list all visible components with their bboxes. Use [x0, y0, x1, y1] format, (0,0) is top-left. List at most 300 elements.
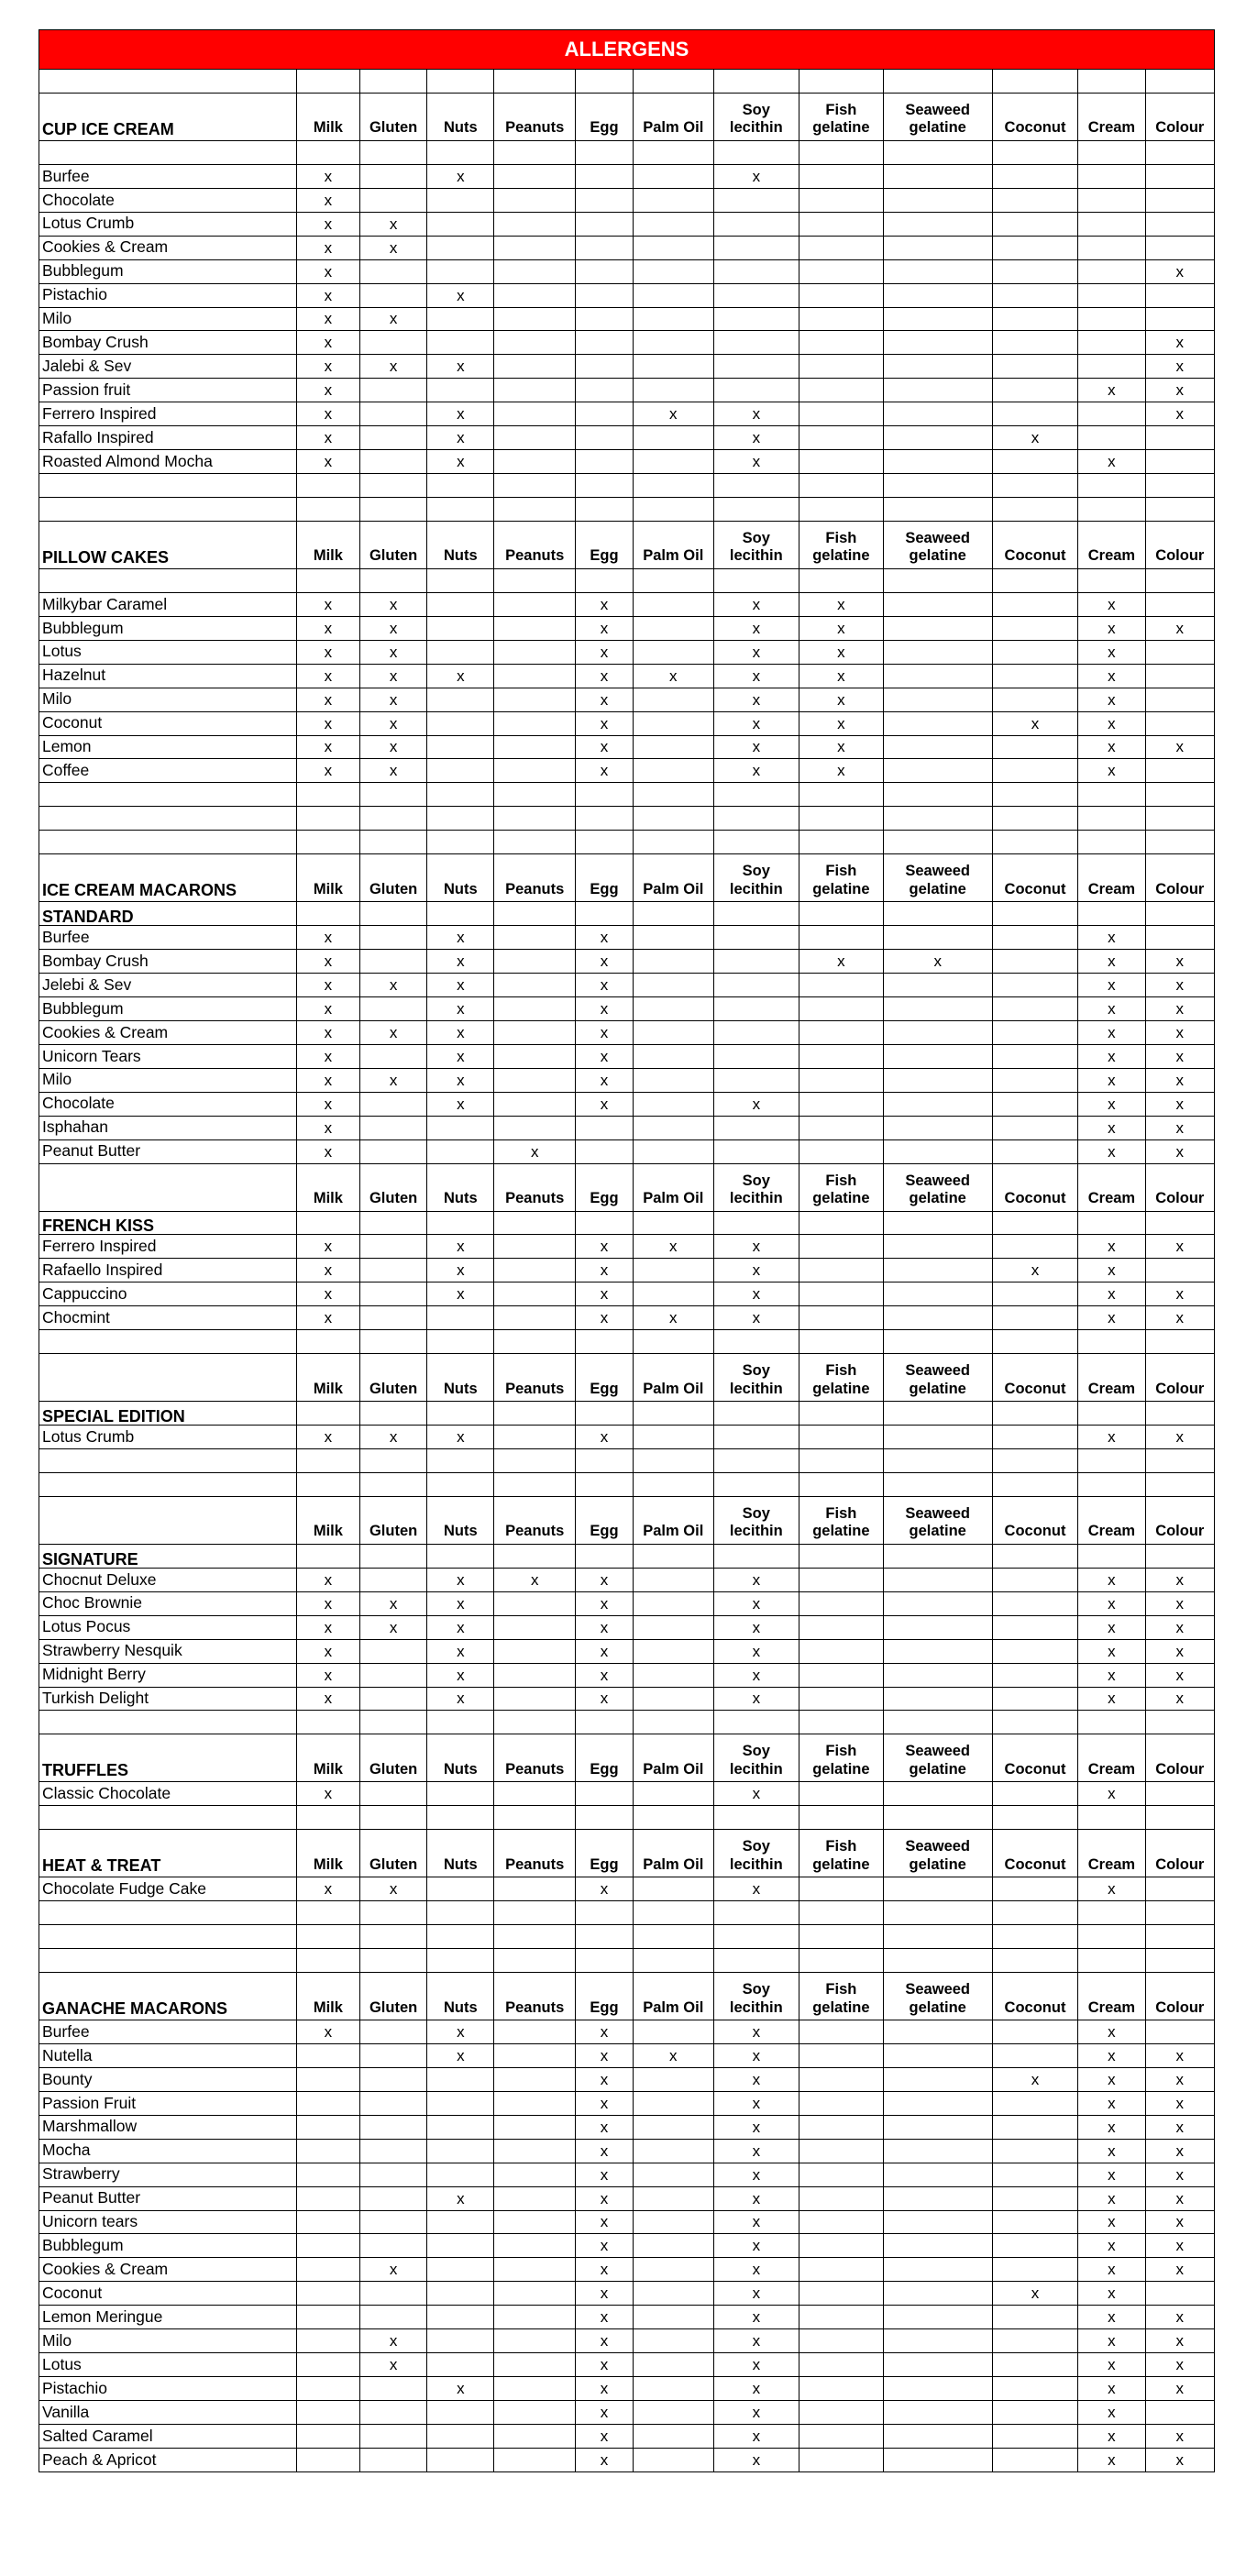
allergen-mark: x	[1145, 735, 1214, 759]
blank-cell	[883, 1472, 992, 1496]
blank-cell	[296, 902, 359, 926]
blank-row	[39, 140, 1215, 164]
allergen-cell	[494, 1020, 576, 1044]
allergen-mark: x	[1078, 2091, 1145, 2115]
allergen-cell	[494, 307, 576, 331]
allergen-mark: x	[575, 1426, 633, 1449]
product-name: Chocolate Fudge Cake	[39, 1877, 297, 1901]
allergen-mark: x	[427, 402, 494, 426]
product-name: Lotus	[39, 640, 297, 664]
allergen-cell	[1078, 402, 1145, 426]
allergen-mark: x	[1078, 1068, 1145, 1092]
blank-cell	[494, 474, 576, 498]
allergen-mark: x	[1145, 2306, 1214, 2329]
allergen-cell	[634, 1782, 713, 1806]
allergen-cell	[494, 735, 576, 759]
subsection-title: SIGNATURE	[39, 1544, 297, 1568]
product-row	[39, 307, 1215, 331]
product-row	[39, 331, 1215, 355]
allergen-cell	[883, 1639, 992, 1663]
product-name: Burfee	[39, 926, 297, 950]
product-row	[39, 426, 1215, 450]
allergen-mark: x	[1145, 2115, 1214, 2139]
allergen-cell	[634, 2091, 713, 2115]
allergen-mark: x	[799, 592, 884, 616]
blank-cell	[427, 568, 494, 592]
column-header: Seaweed gelatine	[883, 1830, 992, 1877]
column-header: Coconut	[992, 521, 1078, 568]
column-header: Cream	[1078, 521, 1145, 568]
allergen-mark: x	[296, 188, 359, 212]
allergen-mark: x	[1078, 735, 1145, 759]
blank-cell	[799, 1330, 884, 1354]
blank-cell	[799, 474, 884, 498]
blank-cell	[359, 474, 426, 498]
allergen-mark: x	[575, 2282, 633, 2306]
blank-cell	[883, 1901, 992, 1925]
product-name: Milo	[39, 2329, 297, 2353]
allergen-mark: x	[713, 2115, 799, 2139]
blank-cell	[296, 1925, 359, 1949]
allergen-cell	[359, 1044, 426, 1068]
allergen-cell	[883, 2186, 992, 2210]
column-header: Milk	[296, 521, 359, 568]
product-name: Lotus	[39, 2353, 297, 2377]
blank-cell	[296, 1806, 359, 1830]
blank-cell	[1145, 902, 1214, 926]
allergen-mark: x	[1078, 1639, 1145, 1663]
allergen-cell	[359, 426, 426, 450]
blank-cell	[634, 807, 713, 831]
allergen-cell	[992, 2329, 1078, 2353]
blank-cell	[1145, 783, 1214, 807]
section-header-row	[39, 1496, 1215, 1544]
allergen-mark: x	[1078, 1139, 1145, 1163]
blank-cell	[359, 1330, 426, 1354]
blank-cell	[1078, 140, 1145, 164]
allergen-cell	[575, 379, 633, 402]
blank-cell	[1145, 1544, 1214, 1568]
product-name: Nutella	[39, 2043, 297, 2067]
allergen-mark: x	[575, 1639, 633, 1663]
allergen-cell	[992, 1639, 1078, 1663]
allergen-mark: x	[713, 1615, 799, 1639]
blank-cell	[992, 1544, 1078, 1568]
allergen-cell	[883, 236, 992, 259]
allergen-cell	[799, 1877, 884, 1901]
column-header: Peanuts	[494, 1734, 576, 1782]
allergen-cell	[634, 950, 713, 974]
allergen-cell	[634, 212, 713, 236]
column-header: Egg	[575, 1163, 633, 1211]
blank-cell	[1078, 1925, 1145, 1949]
allergen-mark: x	[1078, 2043, 1145, 2067]
allergen-mark: x	[713, 592, 799, 616]
blank-cell	[634, 474, 713, 498]
allergen-cell	[1078, 188, 1145, 212]
product-name: Mocha	[39, 2139, 297, 2163]
allergen-cell	[713, 283, 799, 307]
allergen-cell	[494, 996, 576, 1020]
allergen-cell	[359, 2020, 426, 2044]
allergen-mark: x	[1145, 950, 1214, 974]
allergen-cell	[992, 283, 1078, 307]
allergen-cell	[713, 379, 799, 402]
product-row	[39, 1235, 1215, 1259]
product-name: Coconut	[39, 2282, 297, 2306]
allergen-cell	[359, 450, 426, 474]
allergen-cell	[883, 426, 992, 450]
allergen-cell	[427, 688, 494, 711]
allergen-cell	[992, 2234, 1078, 2258]
product-name: Chocolate	[39, 1092, 297, 1116]
allergen-mark: x	[1078, 1235, 1145, 1259]
blank-cell	[39, 783, 297, 807]
allergen-cell	[494, 1044, 576, 1068]
allergen-cell	[1145, 2020, 1214, 2044]
blank-cell	[1145, 1925, 1214, 1949]
allergen-cell	[494, 212, 576, 236]
allergen-cell	[634, 2020, 713, 2044]
allergen-mark: x	[575, 2353, 633, 2377]
allergen-mark: x	[799, 688, 884, 711]
blank-cell	[359, 1449, 426, 1473]
product-name: Ferrero Inspired	[39, 1235, 297, 1259]
allergen-cell	[634, 450, 713, 474]
allergen-cell	[634, 759, 713, 783]
allergen-cell	[634, 2377, 713, 2401]
blank-cell	[799, 1806, 884, 1830]
allergen-cell	[992, 996, 1078, 1020]
blank-cell	[713, 902, 799, 926]
blank-cell	[1078, 1472, 1145, 1496]
allergen-mark: x	[296, 1306, 359, 1330]
product-row	[39, 2163, 1215, 2186]
blank-cell	[359, 1544, 426, 1568]
allergen-cell	[883, 450, 992, 474]
product-row	[39, 2306, 1215, 2329]
allergen-mark: x	[1078, 2234, 1145, 2258]
product-row	[39, 2329, 1215, 2353]
allergen-mark: x	[575, 1306, 633, 1330]
allergen-cell	[799, 2139, 884, 2163]
allergen-mark: x	[575, 735, 633, 759]
blank-cell	[296, 1402, 359, 1426]
allergen-cell	[713, 212, 799, 236]
blank-cell	[359, 1472, 426, 1496]
blank-cell	[1078, 902, 1145, 926]
allergen-cell	[713, 996, 799, 1020]
allergen-cell	[1078, 164, 1145, 188]
product-row	[39, 1663, 1215, 1687]
column-header: Palm Oil	[634, 1163, 713, 1211]
column-header: Cream	[1078, 1496, 1145, 1544]
allergen-mark: x	[296, 926, 359, 950]
blank-cell	[992, 1949, 1078, 1973]
blank-row	[39, 1949, 1215, 1973]
allergen-cell	[992, 1782, 1078, 1806]
allergen-cell	[427, 2401, 494, 2425]
allergen-mark: x	[713, 1639, 799, 1663]
allergen-cell	[494, 236, 576, 259]
blank-cell	[992, 1925, 1078, 1949]
product-row	[39, 188, 1215, 212]
product-row	[39, 1782, 1215, 1806]
allergen-cell	[992, 1687, 1078, 1711]
allergen-cell	[799, 1615, 884, 1639]
column-header: Milk	[296, 1163, 359, 1211]
blank-cell	[634, 498, 713, 522]
blank-cell	[359, 902, 426, 926]
allergen-mark: x	[1145, 2258, 1214, 2282]
blank-cell	[1078, 783, 1145, 807]
column-header: Peanuts	[494, 1163, 576, 1211]
blank-cell	[1145, 1711, 1214, 1734]
blank-cell	[992, 1402, 1078, 1426]
allergen-cell	[494, 2163, 576, 2186]
allergen-cell	[992, 188, 1078, 212]
blank-cell	[296, 1901, 359, 1925]
blank-row	[39, 807, 1215, 831]
allergen-mark: x	[296, 1615, 359, 1639]
blank-cell	[39, 498, 297, 522]
product-row	[39, 1615, 1215, 1639]
allergen-mark: x	[575, 759, 633, 783]
allergen-cell	[799, 331, 884, 355]
product-name: Passion Fruit	[39, 2091, 297, 2115]
blank-row	[39, 70, 1215, 94]
column-header: Seaweed gelatine	[883, 1496, 992, 1544]
allergen-mark: x	[359, 616, 426, 640]
allergen-cell	[296, 2163, 359, 2186]
column-header: Fish gelatine	[799, 93, 884, 140]
allergen-cell	[799, 1044, 884, 1068]
allergen-mark: x	[713, 2210, 799, 2234]
allergen-mark: x	[359, 592, 426, 616]
allergen-cell	[494, 1615, 576, 1639]
blank-cell	[427, 1472, 494, 1496]
allergen-mark: x	[992, 2282, 1078, 2306]
allergen-cell	[296, 2353, 359, 2377]
allergen-mark: x	[359, 355, 426, 379]
allergen-cell	[359, 1116, 426, 1139]
allergen-cell	[1145, 640, 1214, 664]
blank-cell	[1078, 1901, 1145, 1925]
product-row	[39, 688, 1215, 711]
product-row	[39, 402, 1215, 426]
blank-cell	[713, 1330, 799, 1354]
allergen-cell	[992, 450, 1078, 474]
allergen-mark: x	[1078, 379, 1145, 402]
allergen-cell	[883, 2258, 992, 2282]
product-row	[39, 640, 1215, 664]
allergen-cell	[883, 926, 992, 950]
allergen-mark: x	[296, 1877, 359, 1901]
allergen-mark: x	[1145, 1639, 1214, 1663]
allergen-mark: x	[427, 950, 494, 974]
allergen-cell	[713, 331, 799, 355]
blank-cell	[427, 1711, 494, 1734]
allergen-mark: x	[296, 1235, 359, 1259]
blank-cell	[634, 140, 713, 164]
allergen-mark: x	[713, 1591, 799, 1615]
blank-cell	[713, 1402, 799, 1426]
allergen-mark: x	[575, 2448, 633, 2471]
product-row	[39, 1568, 1215, 1591]
allergen-cell	[634, 688, 713, 711]
blank-cell	[634, 831, 713, 854]
allergen-cell	[359, 2115, 426, 2139]
blank-cell	[713, 1211, 799, 1235]
allergen-cell	[992, 379, 1078, 402]
blank-cell	[296, 1449, 359, 1473]
blank-cell	[992, 1711, 1078, 1734]
allergen-cell	[494, 1306, 576, 1330]
allergen-mark: x	[575, 2234, 633, 2258]
allergen-mark: x	[359, 664, 426, 688]
allergen-cell	[634, 1044, 713, 1068]
allergen-mark: x	[713, 1282, 799, 1306]
allergen-cell	[634, 1259, 713, 1282]
allergen-cell	[799, 1116, 884, 1139]
section-header-row	[39, 854, 1215, 902]
allergen-cell	[494, 950, 576, 974]
allergen-cell	[883, 2139, 992, 2163]
blank-cell	[575, 1544, 633, 1568]
allergen-mark: x	[713, 616, 799, 640]
allergen-cell	[359, 1782, 426, 1806]
allergen-cell	[799, 164, 884, 188]
blank-cell	[359, 1949, 426, 1973]
allergen-mark: x	[1078, 2329, 1145, 2353]
blank-cell	[992, 568, 1078, 592]
column-header: Coconut	[992, 1734, 1078, 1782]
blank-cell	[883, 1402, 992, 1426]
column-header: Cream	[1078, 1354, 1145, 1402]
column-header: Soy lecithin	[713, 1973, 799, 2020]
column-header: Palm Oil	[634, 1734, 713, 1782]
allergen-mark: x	[1145, 402, 1214, 426]
column-header: Nuts	[427, 854, 494, 902]
allergen-cell	[494, 1235, 576, 1259]
blank-cell	[713, 498, 799, 522]
blank-cell	[1078, 498, 1145, 522]
allergen-cell	[359, 1092, 426, 1116]
allergen-cell	[427, 1877, 494, 1901]
blank-cell	[883, 1711, 992, 1734]
allergen-cell	[359, 2401, 426, 2425]
allergen-cell	[713, 1068, 799, 1092]
allergen-cell	[359, 1663, 426, 1687]
blank-cell	[494, 1949, 576, 1973]
blank-cell	[713, 1925, 799, 1949]
blank-cell	[359, 831, 426, 854]
allergens-sheet	[39, 29, 1215, 2472]
product-row	[39, 735, 1215, 759]
allergen-cell	[1145, 711, 1214, 735]
allergen-mark: x	[713, 2067, 799, 2091]
blank-cell	[883, 1330, 992, 1354]
blank-cell	[1145, 568, 1214, 592]
allergen-mark: x	[634, 1235, 713, 1259]
allergen-cell	[634, 592, 713, 616]
column-header: Colour	[1145, 854, 1214, 902]
allergen-mark: x	[1078, 2377, 1145, 2401]
blank-cell	[359, 568, 426, 592]
allergen-cell	[494, 1782, 576, 1806]
column-header: Colour	[1145, 1496, 1214, 1544]
blank-cell	[494, 498, 576, 522]
allergen-cell	[883, 711, 992, 735]
column-header: Gluten	[359, 1734, 426, 1782]
allergen-cell	[359, 2282, 426, 2306]
allergen-mark: x	[1078, 1615, 1145, 1639]
allergen-cell	[575, 450, 633, 474]
allergen-cell	[427, 2163, 494, 2186]
allergen-cell	[427, 2067, 494, 2091]
allergen-cell	[296, 2115, 359, 2139]
blank-cell	[494, 902, 576, 926]
allergen-cell	[634, 2282, 713, 2306]
allergen-cell	[296, 2306, 359, 2329]
allergen-mark: x	[1145, 1663, 1214, 1687]
blank-cell	[634, 568, 713, 592]
product-row	[39, 2067, 1215, 2091]
allergen-cell	[494, 2377, 576, 2401]
product-name: Milo	[39, 1068, 297, 1092]
product-row	[39, 259, 1215, 283]
product-name: Classic Chocolate	[39, 1782, 297, 1806]
product-name: Cookies & Cream	[39, 1020, 297, 1044]
allergen-cell	[634, 926, 713, 950]
allergen-mark: x	[296, 735, 359, 759]
blank-cell	[713, 1449, 799, 1473]
allergen-mark: x	[296, 1044, 359, 1068]
allergen-mark: x	[494, 1139, 576, 1163]
allergen-cell	[575, 236, 633, 259]
column-header: Peanuts	[494, 854, 576, 902]
blank-cell	[992, 1472, 1078, 1496]
product-name: Bombay Crush	[39, 331, 297, 355]
allergen-cell	[634, 2234, 713, 2258]
allergen-cell	[992, 402, 1078, 426]
allergen-mark: x	[1078, 996, 1145, 1020]
allergen-cell	[992, 2258, 1078, 2282]
allergen-cell	[799, 355, 884, 379]
allergen-cell	[992, 2306, 1078, 2329]
subsection-row	[39, 1211, 1215, 1235]
allergen-mark: x	[296, 212, 359, 236]
allergen-cell	[634, 2353, 713, 2377]
blank-cell	[427, 783, 494, 807]
allergen-cell	[883, 307, 992, 331]
blank-cell	[1145, 1402, 1214, 1426]
blank-cell	[359, 1901, 426, 1925]
allergen-mark: x	[992, 2067, 1078, 2091]
allergen-cell	[494, 402, 576, 426]
allergen-cell	[992, 1591, 1078, 1615]
allergen-cell	[992, 212, 1078, 236]
column-header: Nuts	[427, 1354, 494, 1402]
blank-cell	[427, 1806, 494, 1830]
blank-cell	[799, 1949, 884, 1973]
blank-cell	[634, 1449, 713, 1473]
blank-cell	[799, 1211, 884, 1235]
allergen-cell	[359, 2067, 426, 2091]
allergen-mark: x	[296, 1639, 359, 1663]
product-row	[39, 379, 1215, 402]
allergen-cell	[634, 164, 713, 188]
